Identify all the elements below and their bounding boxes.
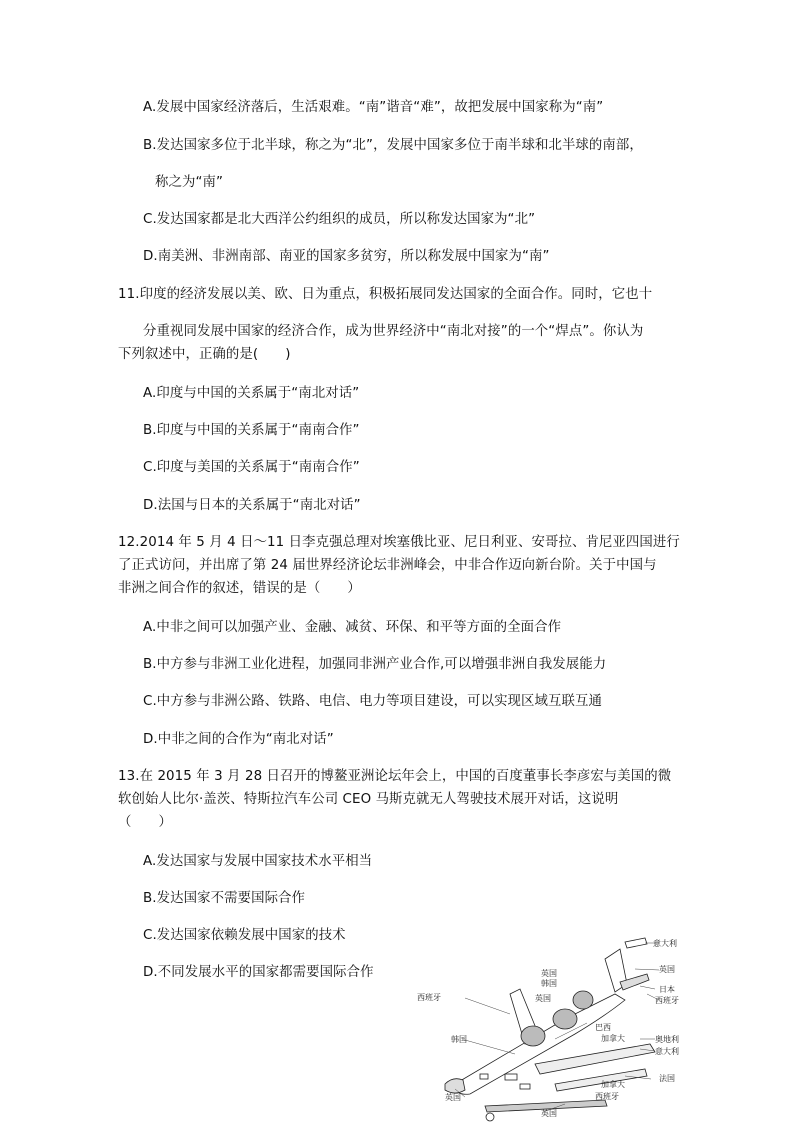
- engine-left-shape: [521, 1026, 545, 1046]
- q11-option-c: C.印度与美国的关系属于“南南合作”: [143, 460, 360, 475]
- label-korea-2: 韩国: [451, 1035, 467, 1044]
- label-italy-1: 意大利: [653, 939, 677, 948]
- aircraft-diagram: [415, 934, 690, 1123]
- label-spain-2: 西班牙: [595, 1092, 619, 1101]
- engine-mid-shape: [553, 1009, 577, 1029]
- q12-stem-line1: 12.2014 年 5 月 4 日～11 日李克强总理对埃塞俄比亚、尼日利亚、安哥拉、肯尼亚四国进行: [118, 535, 680, 550]
- q11-stem-line2: 分重视同发展中国家的经济合作，成为世界经济中“南北对接”的一个“焊点”。你认为: [143, 324, 644, 339]
- aircraft-parts-figure: [415, 934, 690, 1123]
- q12-option-c: C.中方参与非洲公路、铁路、电信、电力等项目建设，可以实现区域互联互通: [143, 694, 602, 709]
- q11-option-d: D.法国与日本的关系属于“南北对话”: [143, 498, 361, 513]
- q12-option-d: D.中非之间的合作为“南北对话”: [143, 732, 334, 747]
- label-uk-1: 英国: [659, 965, 675, 974]
- q12-option-b: B.中方参与非洲工业化进程，加强同非洲产业合作,可以增强非洲自我发展能力: [143, 657, 607, 672]
- q11-stem-line3: 下列叙述中，正确的是( ): [118, 347, 291, 362]
- label-uk-2: 英国: [535, 994, 551, 1003]
- q11-option-a: A.印度与中国的关系属于“南北对话”: [143, 386, 360, 401]
- q13-option-a: A.发达国家与发展中国家技术水平相当: [143, 854, 373, 869]
- tail-top-shape: [625, 938, 647, 948]
- q13-stem-line2: 软创始人比尔·盖茨、特斯拉汽车公司 CEO 马斯克就无人驾驶技术展开对话，这说明: [118, 792, 619, 807]
- q10-option-c: C.发达国家都是北大西洋公约组织的成员，所以称发达国家为“北”: [143, 212, 536, 227]
- part-small-2: [520, 1084, 530, 1089]
- label-brazil: 巴西: [595, 1023, 611, 1032]
- q12-stem-line3: 非洲之间合作的叙述，错误的是（ ）: [118, 581, 361, 596]
- label-spain-left: 西班牙: [417, 993, 441, 1002]
- q10-option-a: A.发展中国家经济落后，生活艰难。“南”谐音“难”，故把发展中国家称为“南”: [143, 100, 604, 115]
- wheel-part: [486, 1113, 494, 1121]
- q13-stem-line3: （ ）: [118, 815, 172, 830]
- part-small-3: [480, 1074, 488, 1079]
- label-uk-top: 英国: [541, 969, 557, 978]
- label-canada-1: 加拿大: [601, 1034, 625, 1043]
- q11-option-b: B.印度与中国的关系属于“南南合作”: [143, 423, 360, 438]
- q10-option-b-line1: B.发达国家多位于北半球，称之为“北”，发展中国家多位于南半球和北半球的南部，: [143, 138, 643, 153]
- q13-option-c: C.发达国家依赖发展中国家的技术: [143, 928, 346, 943]
- q12-option-a: A.中非之间可以加强产业、金融、减贫、环保、和平等方面的全面合作: [143, 620, 562, 635]
- label-austria: 奥地利: [655, 1035, 679, 1044]
- label-uk-4: 英国: [541, 1109, 557, 1118]
- q10-option-b-line2: 称之为“南”: [155, 175, 224, 190]
- q11-stem-line1: 11.印度的经济发展以美、欧、日为重点，积极拓展同发达国家的全面合作。同时，它也十: [118, 287, 653, 302]
- label-korea-1: 韩国: [541, 979, 557, 988]
- q10-option-d: D.南美洲、非洲南部、南亚的国家多贫穷，所以称发展中国家为“南”: [143, 249, 550, 264]
- nose-shape: [445, 1079, 465, 1093]
- q13-option-d: D.不同发展水平的国家都需要国际合作: [143, 965, 374, 980]
- label-italy-2: 意大利: [655, 1047, 679, 1056]
- label-uk-3: 英国: [445, 1093, 461, 1102]
- label-spain-1: 西班牙: [655, 996, 679, 1005]
- label-japan: 日本: [659, 985, 675, 994]
- right-wing-shape: [535, 1044, 655, 1074]
- q12-stem-line2: 了正式访问，并出席了第 24 届世界经济论坛非洲峰会，中非合作迈向新台阶。关于中国与: [118, 558, 657, 573]
- part-small-1: [505, 1074, 517, 1080]
- engine-right-shape: [573, 991, 593, 1009]
- label-canada-2: 加拿大: [601, 1080, 625, 1089]
- label-france: 法国: [659, 1074, 675, 1083]
- q13-option-b: B.发达国家不需要国际合作: [143, 891, 306, 906]
- q13-stem-line1: 13.在 2015 年 3 月 28 日召开的博鳌亚洲论坛年会上，中国的百度董事长李彦宏与美国的微: [118, 769, 672, 784]
